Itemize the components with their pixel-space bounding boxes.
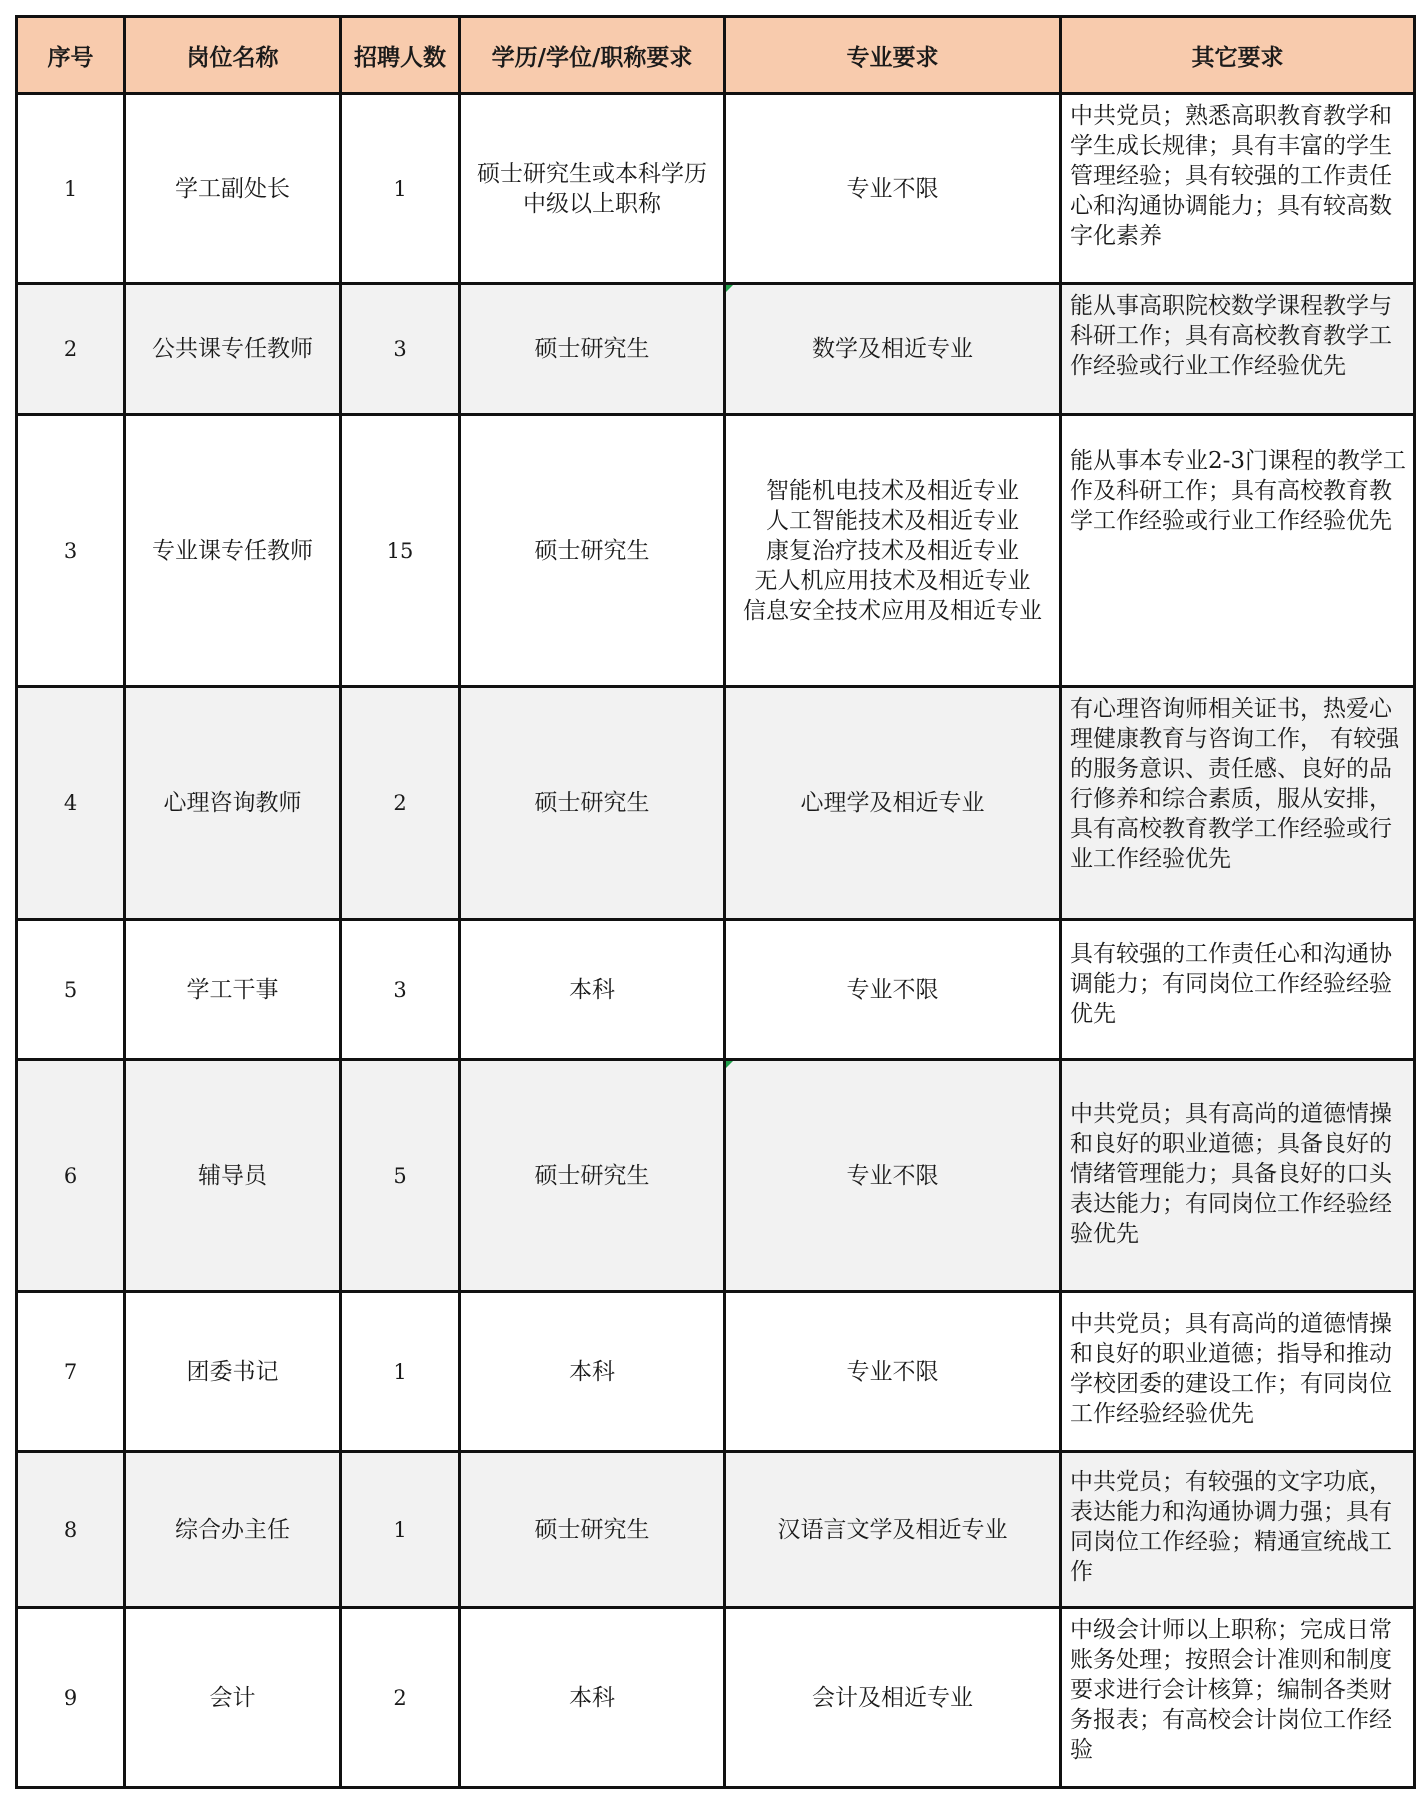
cell-education xyxy=(460,284,725,415)
cell-education xyxy=(460,1452,725,1608)
header-count: 招聘人数 xyxy=(341,17,460,94)
cell-other: 能从事本专业2-3门课程的教学工作及科研工作；具有高校教育教学工作经验或行业工作经验优先 xyxy=(1061,415,1415,687)
major-line: 智能机电技术及相近专业 xyxy=(766,477,1019,504)
major-line: 专业不限 xyxy=(846,976,939,1003)
cell-major xyxy=(725,94,1061,284)
recruitment-table-sheet xyxy=(15,15,1413,1789)
cell-count: 3 xyxy=(341,284,460,415)
cell-other: 中共党员；有较强的文字功底，表达能力和沟通协调力强；具有同岗位工作经验；精通宣统战工作 xyxy=(1061,1452,1415,1608)
cell-count: 2 xyxy=(341,687,460,920)
table-row xyxy=(17,1452,1415,1608)
cell-major xyxy=(725,920,1061,1060)
cell-position: 学工干事 xyxy=(125,920,341,1060)
header-index: 序号 xyxy=(17,17,125,94)
major-line: 人工智能技术及相近专业 xyxy=(766,507,1019,534)
cell-index: 3 xyxy=(17,415,125,687)
cell-count: 5 xyxy=(341,1060,460,1292)
cell-index: 6 xyxy=(17,1060,125,1292)
header-position: 岗位名称 xyxy=(125,17,341,94)
cell-education xyxy=(460,1060,725,1292)
cell-education xyxy=(460,1292,725,1452)
cell-count: 1 xyxy=(341,1452,460,1608)
header-major: 专业要求 xyxy=(725,17,1061,94)
cell-count: 15 xyxy=(341,415,460,687)
cell-position: 心理咨询教师 xyxy=(125,687,341,920)
header-other: 其它要求 xyxy=(1061,17,1415,94)
cell-position: 专业课专任教师 xyxy=(125,415,341,687)
cell-major xyxy=(725,415,1061,687)
header-education: 学历/学位/职称要求 xyxy=(460,17,725,94)
cell-education xyxy=(460,415,725,687)
major-line: 康复治疗技术及相近专业 xyxy=(766,537,1019,564)
cell-count: 1 xyxy=(341,94,460,284)
table-row xyxy=(17,920,1415,1060)
table-row xyxy=(17,94,1415,284)
cell-other: 中共党员；具有高尚的道德情操和良好的职业道德；指导和推动学校团委的建设工作；有同岗位工作经验经验优先 xyxy=(1061,1292,1415,1452)
cell-index: 5 xyxy=(17,920,125,1060)
table-row xyxy=(17,1608,1415,1788)
cell-index: 7 xyxy=(17,1292,125,1452)
cell-position: 辅导员 xyxy=(125,1060,341,1292)
cell-other: 具有较强的工作责任心和沟通协调能力；有同岗位工作经验经验优先 xyxy=(1061,920,1415,1060)
cell-other: 中共党员；熟悉高职教育教学和学生成长规律；具有丰富的学生管理经验；具有较强的工作责任心和沟通协调能力；具有较高数字化素养 xyxy=(1061,94,1415,284)
major-line: 专业不限 xyxy=(846,1162,939,1189)
cell-other: 能从事高职院校数学课程教学与科研工作；具有高校教育教学工作经验或行业工作经验优先 xyxy=(1061,284,1415,415)
cell-education xyxy=(460,94,725,284)
major-line: 专业不限 xyxy=(846,175,939,202)
cell-position: 学工副处长 xyxy=(125,94,341,284)
major-line: 信息安全技术应用及相近专业 xyxy=(743,597,1042,624)
header-row xyxy=(17,17,1415,94)
cell-position: 团委书记 xyxy=(125,1292,341,1452)
cell-index: 4 xyxy=(17,687,125,920)
cell-other: 有心理咨询师相关证书，热爱心理健康教育与咨询工作， 有较强的服务意识、责任感、良好的品行修养和综合素质，服从安排，具有高校教育教学工作经验或行业工作经验优先 xyxy=(1061,687,1415,920)
cell-major xyxy=(725,1608,1061,1788)
table-row xyxy=(17,284,1415,415)
cell-index: 9 xyxy=(17,1608,125,1788)
cell-position: 会计 xyxy=(125,1608,341,1788)
cell-education xyxy=(460,920,725,1060)
cell-count: 2 xyxy=(341,1608,460,1788)
cell-major xyxy=(725,687,1061,920)
cell-other: 中共党员；具有高尚的道德情操和良好的职业道德；具备良好的情绪管理能力；具备良好的口头表达能力；有同岗位工作经验经验优先 xyxy=(1061,1060,1415,1292)
cell-education xyxy=(460,687,725,920)
education-line: 硕士研究生 xyxy=(534,537,650,564)
cell-major xyxy=(725,284,1061,415)
education-line: 本科 xyxy=(569,976,615,1003)
cell-position: 公共课专任教师 xyxy=(125,284,341,415)
major-line: 会计及相近专业 xyxy=(812,1684,973,1711)
cell-count: 3 xyxy=(341,920,460,1060)
table-row xyxy=(17,1060,1415,1292)
cell-position: 综合办主任 xyxy=(125,1452,341,1608)
cell-major xyxy=(725,1292,1061,1452)
cell-major xyxy=(725,1452,1061,1608)
major-line: 数学及相近专业 xyxy=(812,336,973,362)
table-row xyxy=(17,415,1415,687)
table-row xyxy=(17,1292,1415,1452)
cell-count: 1 xyxy=(341,1292,460,1452)
major-line: 专业不限 xyxy=(846,1358,939,1385)
cell-other: 中级会计师以上职称；完成日常账务处理；按照会计准则和制度要求进行会计核算；编制各类财务报表；有高校会计岗位工作经验 xyxy=(1061,1608,1415,1788)
recruitment-table xyxy=(15,15,1416,1789)
education-line: 硕士研究生或本科学历 xyxy=(477,160,707,187)
cell-index: 1 xyxy=(17,94,125,284)
education-line: 硕士研究生 xyxy=(534,1162,650,1189)
cell-index: 8 xyxy=(17,1452,125,1608)
major-line: 心理学及相近专业 xyxy=(800,790,985,816)
education-line: 硕士研究生 xyxy=(534,336,650,362)
cell-index: 2 xyxy=(17,284,125,415)
education-line: 本科 xyxy=(569,1684,615,1711)
major-line: 汉语言文学及相近专业 xyxy=(777,1516,1008,1543)
education-line: 本科 xyxy=(569,1358,615,1385)
education-line: 中级以上职称 xyxy=(523,190,661,217)
cell-major xyxy=(725,1060,1061,1292)
major-line: 无人机应用技术及相近专业 xyxy=(754,567,1031,594)
cell-education xyxy=(460,1608,725,1788)
education-line: 硕士研究生 xyxy=(534,790,650,816)
education-line: 硕士研究生 xyxy=(534,1516,650,1543)
table-row xyxy=(17,687,1415,920)
